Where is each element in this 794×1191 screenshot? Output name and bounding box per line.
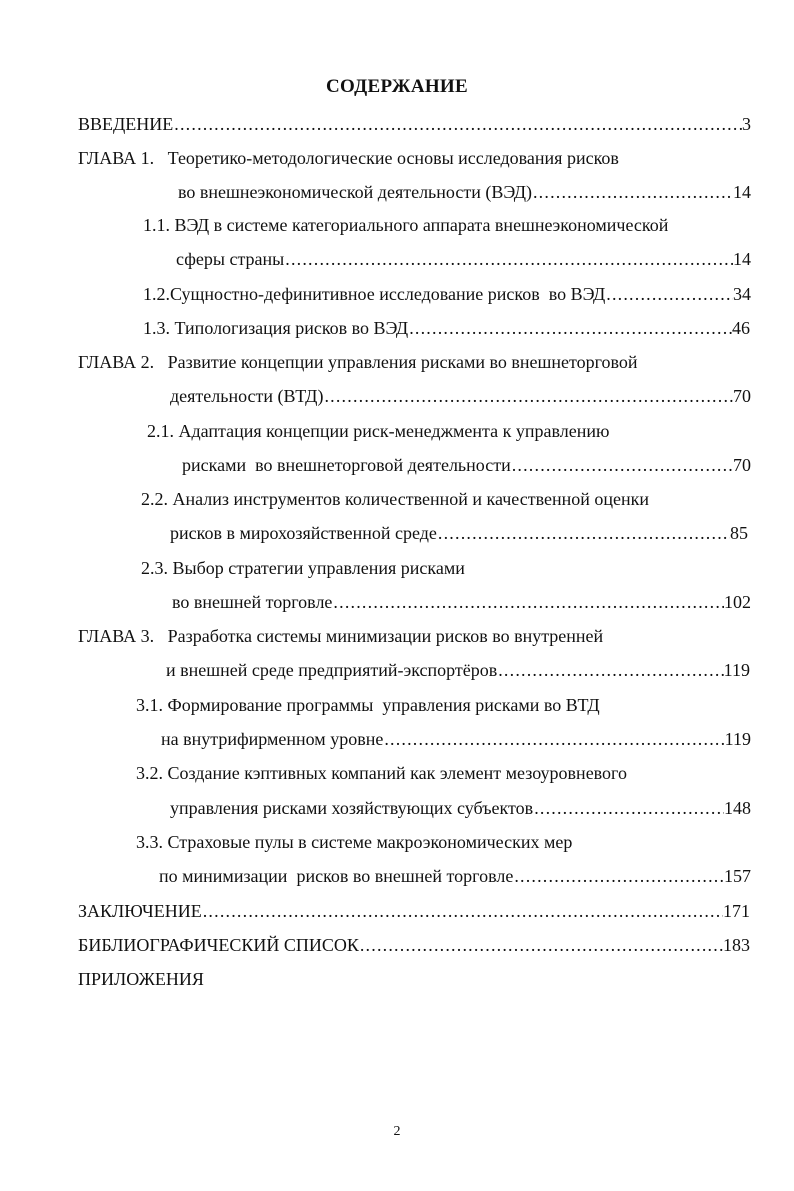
toc-entry-section-1-1-cont xyxy=(176,246,751,272)
toc-leader-dots xyxy=(513,863,724,889)
toc-entry-section-2-2 xyxy=(141,486,649,512)
toc-entry-conclusion xyxy=(78,898,750,924)
toc-entry-text: на внутрифирменном уровне xyxy=(161,729,384,749)
toc-entry-page: 171 xyxy=(723,901,750,921)
toc-entry-section-3-3 xyxy=(136,829,572,855)
toc-leader-dots xyxy=(532,179,733,205)
toc-entry-text: во внешнеэкономической деятельности (ВЭД) xyxy=(178,182,532,202)
toc-entry-text: БИБЛИОГРАФИЧЕСКИЙ СПИСОК xyxy=(78,935,359,955)
toc-entry-section-1-2 xyxy=(143,281,751,307)
toc-entry-chapter-1 xyxy=(78,145,619,171)
toc-entry-text: деятельности (ВТД) xyxy=(170,386,324,406)
toc-entry-text: ЗАКЛЮЧЕНИЕ xyxy=(78,901,202,921)
toc-entry-page: 119 xyxy=(724,729,751,749)
toc-leader-dots xyxy=(284,246,733,272)
toc-entry-chapter-3-cont xyxy=(166,657,750,683)
toc-leader-dots xyxy=(605,281,733,307)
toc-entry-section-2-3-cont xyxy=(172,589,751,615)
toc-entry-page: 102 xyxy=(724,592,751,612)
toc-entry-introduction xyxy=(78,111,751,137)
toc-entry-section-3-1 xyxy=(136,692,600,718)
toc-entry-section-2-1 xyxy=(147,418,609,444)
toc-entry-text: ГЛАВА 2. Развитие концепции управления рисками во внешнеторговой xyxy=(78,352,638,372)
toc-entry-chapter-3 xyxy=(78,623,603,649)
toc-entry-section-3-2-cont xyxy=(170,795,751,821)
toc-leader-dots xyxy=(383,726,724,752)
toc-entry-text: 1.3. Типологизация рисков во ВЭД xyxy=(143,318,409,338)
toc-entry-text: ПРИЛОЖЕНИЯ xyxy=(78,969,204,989)
toc-leader-dots xyxy=(533,795,724,821)
toc-entry-page: 34 xyxy=(733,284,751,304)
toc-entry-section-2-3 xyxy=(141,555,465,581)
toc-entry-text: 2.1. Адаптация концепции риск-менеджмента к управлению xyxy=(147,421,610,441)
toc-leader-dots xyxy=(497,657,723,683)
toc-entry-chapter-2 xyxy=(78,349,638,375)
toc-entry-bibliography xyxy=(78,932,750,958)
toc-entry-text: 1.2.Сущностно-дефинитивное исследование рисков во ВЭД xyxy=(143,284,606,304)
toc-entry-text: 1.1. ВЭД в системе категориального аппарата внешнеэкономической xyxy=(143,215,669,235)
toc-entry-page: 14 xyxy=(733,182,751,202)
toc-entry-section-3-2 xyxy=(136,760,627,786)
toc-leader-dots xyxy=(323,383,733,409)
toc-entry-chapter-2-cont xyxy=(170,383,751,409)
toc-entry-page: 46 xyxy=(732,318,750,338)
toc-entry-page: 70 xyxy=(733,455,751,475)
toc-leader-dots xyxy=(511,452,733,478)
toc-entry-section-1-3 xyxy=(143,315,750,341)
toc-entry-text: рисками во внешнеторговой деятельности xyxy=(182,455,511,475)
toc-entry-page: 157 xyxy=(724,866,751,886)
toc-entry-page: 14 xyxy=(733,249,751,269)
toc-entry-text: 3.1. Формирование программы управления рисками во ВТД xyxy=(136,695,600,715)
toc-entry-page: 3 xyxy=(742,114,751,134)
toc-leader-dots xyxy=(437,520,730,546)
toc-entry-text: 3.2. Создание кэптивных компаний как элемент мезоуровневого xyxy=(136,763,627,783)
toc-entry-text: рисков в мирохозяйственной среде xyxy=(170,523,437,543)
toc-entry-text: ВВЕДЕНИЕ xyxy=(78,114,174,134)
toc-entry-text: и внешней среде предприятий-экспортёров xyxy=(166,660,498,680)
toc-entry-page: 148 xyxy=(724,798,751,818)
toc-leader-dots xyxy=(408,315,732,341)
toc-entry-text: во внешней торговле xyxy=(172,592,333,612)
toc-entry-text: управления рисками хозяйствующих субъектов xyxy=(170,798,534,818)
toc-entry-text: сферы страны xyxy=(176,249,285,269)
toc-entry-page: 183 xyxy=(723,935,750,955)
toc-entry-text: ГЛАВА 3. Разработка системы минимизации рисков во внутренней xyxy=(78,626,604,646)
toc-entry-text: 2.3. Выбор стратегии управления рисками xyxy=(141,558,465,578)
toc-entry-page: 85 xyxy=(730,523,748,543)
toc-entry-text: ГЛАВА 1. Теоретико-методологические основы исследования рисков xyxy=(78,148,619,168)
page-number: 2 xyxy=(393,1124,401,1139)
toc-leader-dots xyxy=(359,932,723,958)
toc-entry-text: 3.3. Страховые пулы в системе макроэкономических мер xyxy=(136,832,573,852)
toc-entry-page: 70 xyxy=(733,386,751,406)
toc-entry-section-3-3-cont xyxy=(159,863,751,889)
page-title: СОДЕРЖАНИЕ xyxy=(326,76,468,97)
toc-entry-chapter-1-cont xyxy=(178,179,751,205)
toc-entry-page: 119 xyxy=(723,660,750,680)
toc-leader-dots xyxy=(202,898,723,924)
toc-leader-dots xyxy=(332,589,724,615)
toc-entry-text: по минимизации рисков во внешней торговле xyxy=(159,866,514,886)
toc-entry-section-3-1-cont xyxy=(161,726,751,752)
toc-entry-text: 2.2. Анализ инструментов количественной и качественной оценки xyxy=(141,489,649,509)
toc-leader-dots xyxy=(173,111,742,137)
toc-entry-section-2-2-cont xyxy=(170,520,748,546)
toc-entry-appendices xyxy=(78,966,204,992)
toc-entry-section-1-1 xyxy=(143,212,668,238)
toc-entry-section-2-1-cont xyxy=(182,452,751,478)
